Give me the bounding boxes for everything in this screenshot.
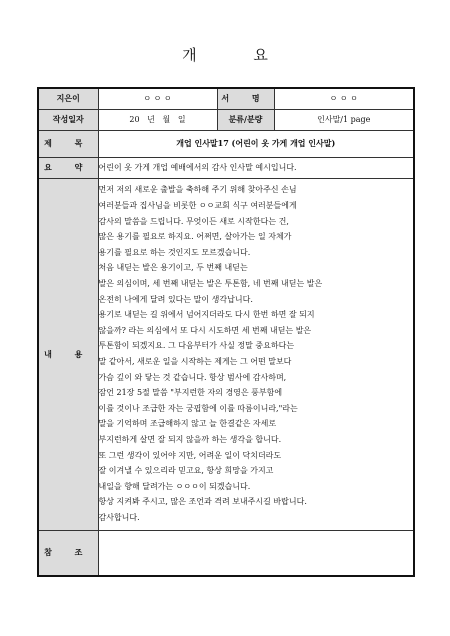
- content-line: 항상 지켜봐 주시고, 많은 조언과 격려 보내주시길 바랍니다.: [98, 497, 307, 507]
- content-line: 온전히 나에게 달려 있다는 말이 생각납니다.: [98, 294, 253, 304]
- content-line: 발은 의심이며, 세 번째 내딛는 발은 투톤함, 네 번째 내딛는 발은: [98, 279, 323, 289]
- author-value: ㅇ ㅇ ㅇ: [98, 88, 217, 109]
- category-label: 분류/분량: [217, 109, 274, 130]
- date-label: 작성일자: [38, 109, 98, 130]
- content-label: 내 용: [38, 178, 98, 530]
- content-line: 먼저 저의 새로운 출발을 축하해 주기 위해 찾아주신 손님: [98, 185, 297, 195]
- content-line: 가슴 깊이 와 닿는 것 같습니다. 항상 범사에 감사하며,: [98, 372, 287, 382]
- document-form: [37, 87, 415, 577]
- content-line: 여러분들과 집사님을 비롯한 ㅇㅇ교회 식구 여러분들에게: [98, 201, 297, 211]
- author-row: [38, 88, 414, 109]
- reference-value: [98, 530, 414, 576]
- content-line: 부지런하게 살면 잘 되지 않을까 하는 생각을 합니다.: [98, 434, 282, 444]
- content-line: 내일을 향해 달려가는 ㅇㅇㅇ이 되겠습니다.: [98, 481, 251, 491]
- content-line: 용기로 내딛는 길 위에서 넘어지더라도 다시 한번 하면 잘 되지: [98, 310, 315, 320]
- content-lines: [99, 182, 414, 525]
- summary-value: 어린이 옷 가게 개업 예배에서의 감사 인사말 예시입니다.: [98, 157, 414, 178]
- page-title: 개 요: [182, 46, 294, 64]
- subject-row: [38, 130, 414, 157]
- content-line: 말을 기억하며 조급해하지 않고 늘 한결같은 자세로: [98, 419, 277, 429]
- content-line: 또 그런 생각이 있어야 지만, 어려운 일이 닥치더라도: [98, 450, 282, 460]
- content-line: 않을까? 라는 의심에서 또 다시 시도하면 세 번째 내딛는 발은: [98, 325, 312, 335]
- signature-label: 서 명: [217, 88, 274, 109]
- content-line: 용기를 필요로 하는 것인지도 모르겠습니다.: [98, 247, 251, 257]
- reference-row: [38, 530, 414, 576]
- date-row: [38, 109, 414, 130]
- content-line: 처음 내딛는 발은 용기이고, 두 번째 내딛는: [98, 263, 248, 273]
- content-line: 투톤함이 되겠지요. 그 다음부터가 사실 정말 중요하다는: [98, 341, 295, 351]
- category-value: 인사말/1 page: [274, 109, 414, 130]
- content-line: 많은 용기를 필요로 하지요. 어쩌면, 살아가는 일 자체가: [98, 232, 292, 242]
- signature-value: ㅇ ㅇ ㅇ: [274, 88, 414, 109]
- summary-row: [38, 157, 414, 178]
- content-body: [98, 178, 414, 530]
- date-value: 20 년 월 일: [98, 109, 217, 130]
- content-row: [38, 178, 414, 530]
- subject-label: 제 목: [38, 130, 98, 157]
- content-line: 감사의 말씀을 드립니다. 무엇이든 새로 시작한다는 건,: [98, 216, 289, 226]
- subject-value: 개업 인사말17 (어린이 옷 가게 개업 인사말): [98, 130, 414, 157]
- content-line: 잘 이겨낼 수 있으리라 믿고요, 항상 희망을 가지고: [98, 466, 274, 476]
- author-label: 지은이: [38, 88, 98, 109]
- content-line: 감사합니다.: [98, 512, 140, 522]
- content-line: 잠언 21장 5절 말씀 "부지런한 자의 경영은 풍부함에: [98, 388, 283, 398]
- summary-label: 요 약: [38, 157, 98, 178]
- content-line: 이를 것이나 조급한 자는 궁핍함에 이를 따름이니라,"라는: [98, 403, 298, 413]
- content-line: 말 같아서, 새로운 일을 시작하는 제게는 그 어떤 말보다: [98, 357, 292, 366]
- reference-label: 참 조: [38, 530, 98, 576]
